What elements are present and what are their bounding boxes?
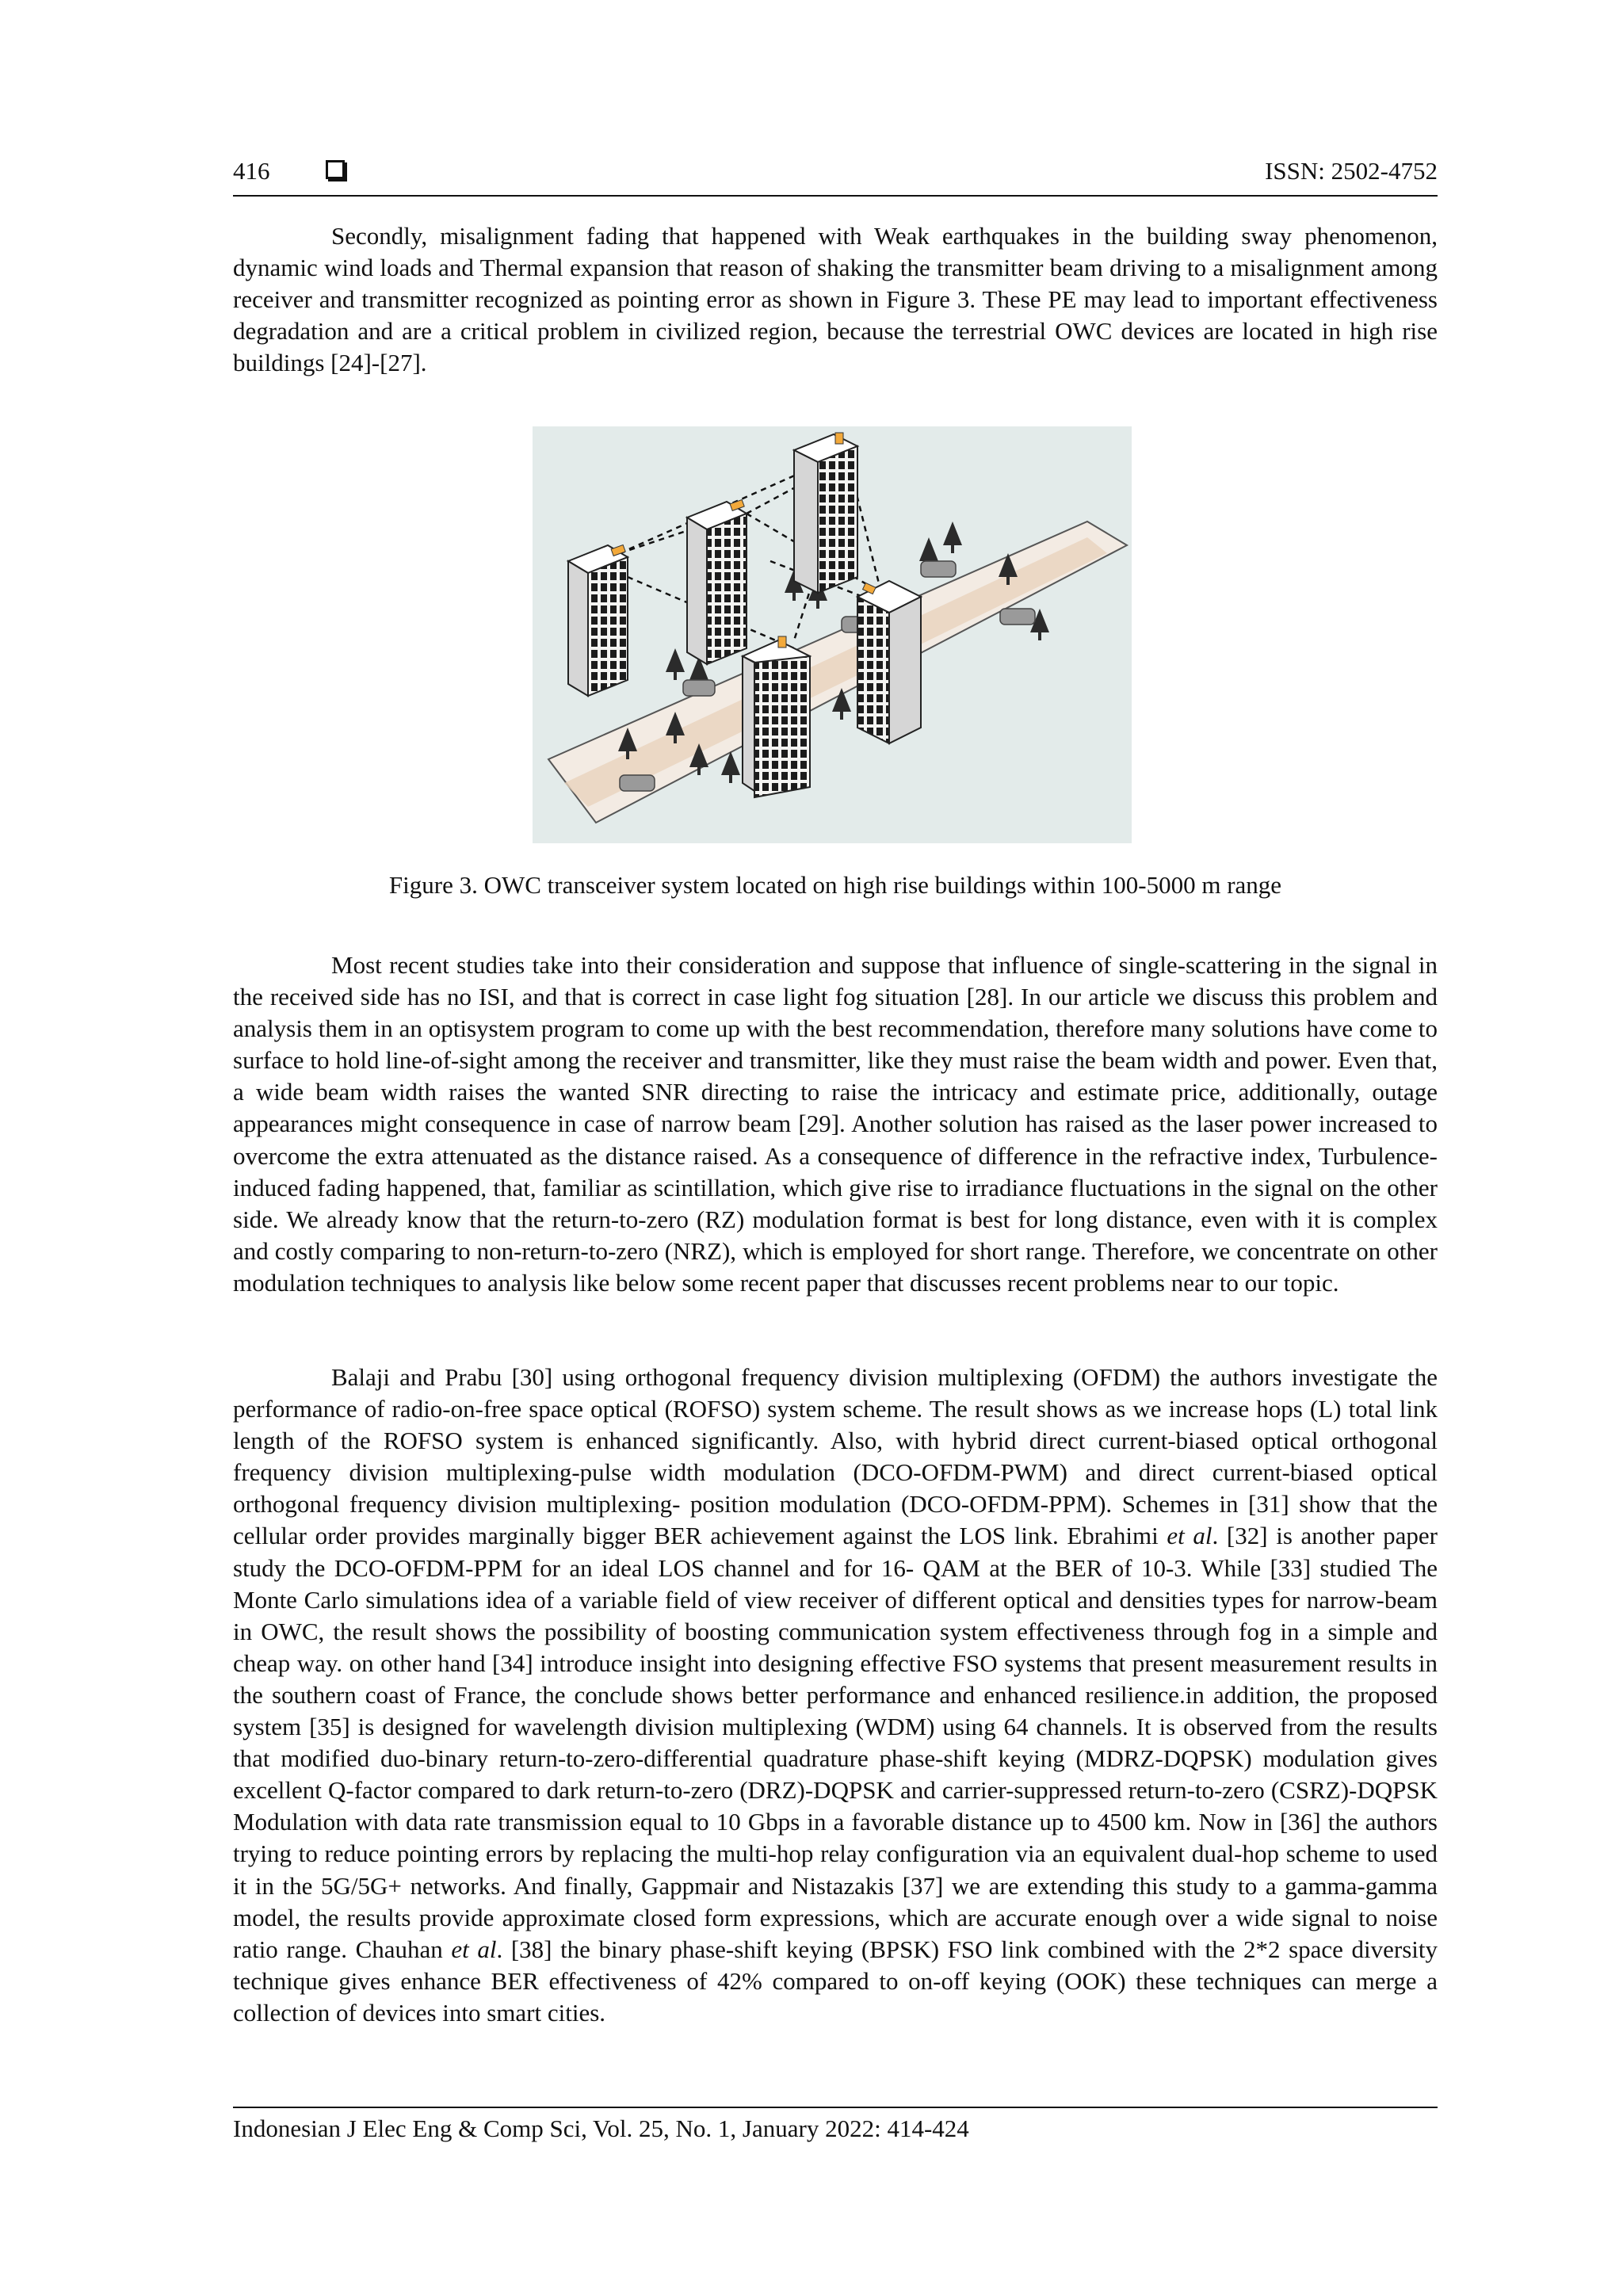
italic-et-al: et al	[1167, 1522, 1212, 1550]
header-rule	[233, 195, 1438, 197]
figure-caption: Figure 3. OWC transceiver system located on high rise buildings within 100-5000 m range	[388, 871, 1282, 899]
checkbox-square-icon	[326, 160, 345, 179]
text-segment: Balaji and Prabu [30] using orthogonal frequency division multiplexing (OFDM) the authors investigate the performance of radio-on-free space optical (ROFSO) system scheme. The result shows as we increase hops (L) total link length of the ROFSO system is enhanced significantly. Also, with hybrid direct current-biased optical orthogonal frequency division multiplexing-pulse width modulation (DCO-OFDM-PWM) and direct current-biased optical orthogonal frequency division multiplexing- position modulation (DCO-OFDM-PPM). Schemes in [31] show that the cellular order provides marginally bigger BER achievement against the LOS link. Ebrahimi	[233, 1363, 1438, 1550]
paragraph-recent-studies: Most recent studies take into their consideration and suppose that influence of single-scattering in the signal in the received side has no ISI, and that is correct in case light fog situation [28]. In our article we discuss this problem and analysis them in an optisystem program to come up with the best recommendation, therefore many solutions have come to surface to hold line-of-sight among the receiver and transmitter, like they must raise the beam width and power. Even that, a wide beam width raises the wanted SNR directing to raise the intricacy and estimate price, additionally, outage appearances might consequence in case of narrow beam [29]. Another solution has raised as the laser power increased to overcome the extra attenuated as the distance raised. As a consequence of difference in the refractive index, Turbulence-induced fading happened, that, familiar as scintillation, which give rise to irradiance fluctuations in the signal on the other side. We already know that the return-to-zero (RZ) modulation format is best for long distance, even with it is complex and costly comparing to non-return-to-zero (NRZ), which is employed for short range. Therefore, we concentrate on other modulation techniques to analysis like below some recent paper that discusses recent problems near to our topic.	[233, 951, 1438, 1297]
owc-buildings-illustration	[533, 426, 1132, 843]
figure-3	[533, 426, 1132, 843]
paragraph-misalignment: Secondly, misalignment fading that happened with Weak earthquakes in the building sway phenomenon, dynamic wind loads and Thermal expansion that reason of shaking the transmitter beam driving to a misalignment among receiver and transmitter recognized as pointing error as shown in Figure 3. These PE may lead to important effectiveness degradation and are a critical problem in civilized region, because the terrestrial OWC devices are located in high rise buildings [24]-[27].	[233, 222, 1438, 377]
issn: ISSN: 2502-4752	[1265, 157, 1438, 185]
paragraph-related-work	[233, 1362, 1438, 2029]
footer-rule	[233, 2107, 1438, 2108]
page-number: 416	[233, 157, 270, 185]
italic-et-al: et al	[451, 1935, 497, 1963]
text-segment: . [32] is another paper study the DCO-OFDM-PPM for an ideal LOS channel and for 16- QAM at the BER of 10-3. While [33] studied The Monte Carlo simulations idea of a variable field of view receiver of different optical and densities types for narrow-beam in OWC, the result shows the possibility of boosting communication system effectiveness through fog in a simple and cheap way. on other hand [34] introduce insight into designing effective FSO systems that present measurement results in the southern coast of France, the conclude shows better performance and enhanced resilience.in addition, the proposed system [35] is designed for wavelength division multiplexing (WDM) using 64 channels. It is observed from the results that modified duo-binary return-to-zero-differential quadrature phase-shift keying (MDRZ-DQPSK) modulation gives excellent Q-factor compared to dark return-to-zero (DRZ)-DQPSK and carrier-suppressed return-to-zero (CSRZ)-DQPSK Modulation with data rate transmission equal to 10 Gbps in a favorable distance up to 4500 km. Now in [36] the authors trying to reduce pointing errors by replacing the multi-hop relay configuration via an equivalent dual-hop scheme to used it in the 5G/5G+ networks. And finally, Gappmair and Nistazakis [37] we are extending this study to a gamma-gamma model, the results provide approximate closed form expressions, which are accurate enough over a wide signal to noise ratio range. Chauhan	[233, 1522, 1438, 1963]
page-header	[233, 154, 1438, 193]
footer-citation: Indonesian J Elec Eng & Comp Sci, Vol. 25, No. 1, January 2022: 414-424	[233, 2115, 969, 2142]
text-segment: . [38] the binary phase-shift keying (BPSK) FSO link combined with the 2*2 space diversity technique gives enhance BER effectiveness of 42% compared to on-off keying (OOK) these techniques can merge a collection of devices into smart cities.	[233, 1935, 1438, 2027]
